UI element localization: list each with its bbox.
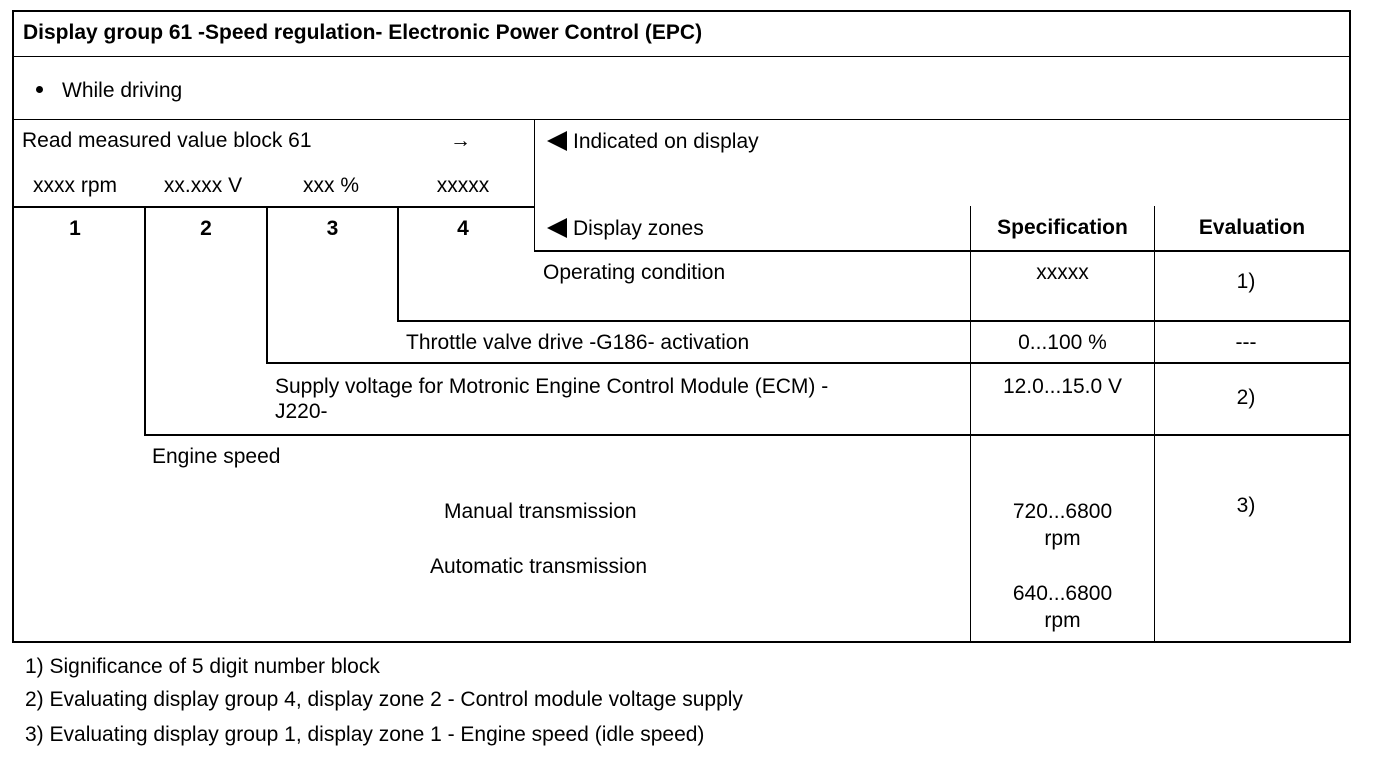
automatic-spec-line1: 640...6800 [1012,582,1113,605]
supply-eval: 2) [1236,386,1256,409]
footnote-1: 1) Significance of 5 digit number block [25,655,380,678]
specification-header: Specification [997,216,1128,239]
title-divider [12,56,1351,57]
operating-condition-spec: xxxxx [1036,261,1089,284]
triangle-left-icon [547,218,567,238]
zone-number-1: 1 [69,217,81,240]
throttle-spec: 0...100 % [1018,331,1107,354]
field-2: xx.xxx V [163,174,243,197]
automatic-transmission-label: Automatic transmission [430,555,648,578]
zone-number-3: 3 [326,217,339,240]
engine-speed-label: Engine speed [152,445,281,468]
read-block-separator [534,119,535,251]
display-zones-header-row [547,217,704,241]
zones-header-bottom [534,250,1351,252]
automatic-spec-line2: rpm [1044,609,1081,632]
zone3-bracket-horizontal [266,362,1351,364]
zone2-bracket-horizontal [144,434,1351,436]
triangle-left-icon [547,131,567,151]
field-4: xxxxx [436,174,490,197]
evaluation-header: Evaluation [1198,216,1306,239]
operating-condition-label: Operating condition [543,261,726,284]
zone-number-2: 2 [200,217,212,240]
throttle-eval: --- [1235,331,1257,354]
frame-bottom [12,641,1351,643]
frame-left [12,10,14,643]
condition-divider [12,119,1351,120]
indicated-label: Indicated on display [573,130,759,153]
supply-spec: 12.0...15.0 V [1002,375,1123,398]
fields-underline [12,206,534,208]
manual-spec-line1: 720...6800 [1012,500,1113,523]
condition-text: While driving [62,79,183,102]
manual-transmission-label: Manual transmission [444,500,637,523]
manual-spec-line2: rpm [1044,527,1081,550]
operating-condition-eval: 1) [1236,270,1256,293]
read-block-label: Read measured value block 61 [22,129,312,152]
indicated-label-row [547,130,759,154]
frame-top [12,10,1351,12]
supply-label-line2: J220- [275,400,328,423]
footnote-3: 3) Evaluating display group 1, display zone 1 - Engine speed (idle speed) [25,723,705,746]
frame-right [1349,10,1351,643]
zone4-bracket-horizontal [397,320,1351,322]
engine-speed-eval: 3) [1236,494,1256,517]
read-block-arrow: → [450,129,471,152]
field-1: xxxx rpm [33,174,117,197]
field-3: xxx % [302,174,359,197]
supply-label-line1: Supply voltage for Motronic Engine Control Module (ECM) - [275,375,829,398]
footnote-2: 2) Evaluating display group 4, display zone 2 - Control module voltage supply [25,688,743,711]
table-title: Display group 61 -Speed regulation- Electronic Power Control (EPC) [23,21,703,44]
throttle-label: Throttle valve drive -G186- activation [406,331,750,354]
display-zones-header: Display zones [573,217,704,240]
bullet-icon [36,86,43,93]
zone-number-4: 4 [457,217,469,240]
